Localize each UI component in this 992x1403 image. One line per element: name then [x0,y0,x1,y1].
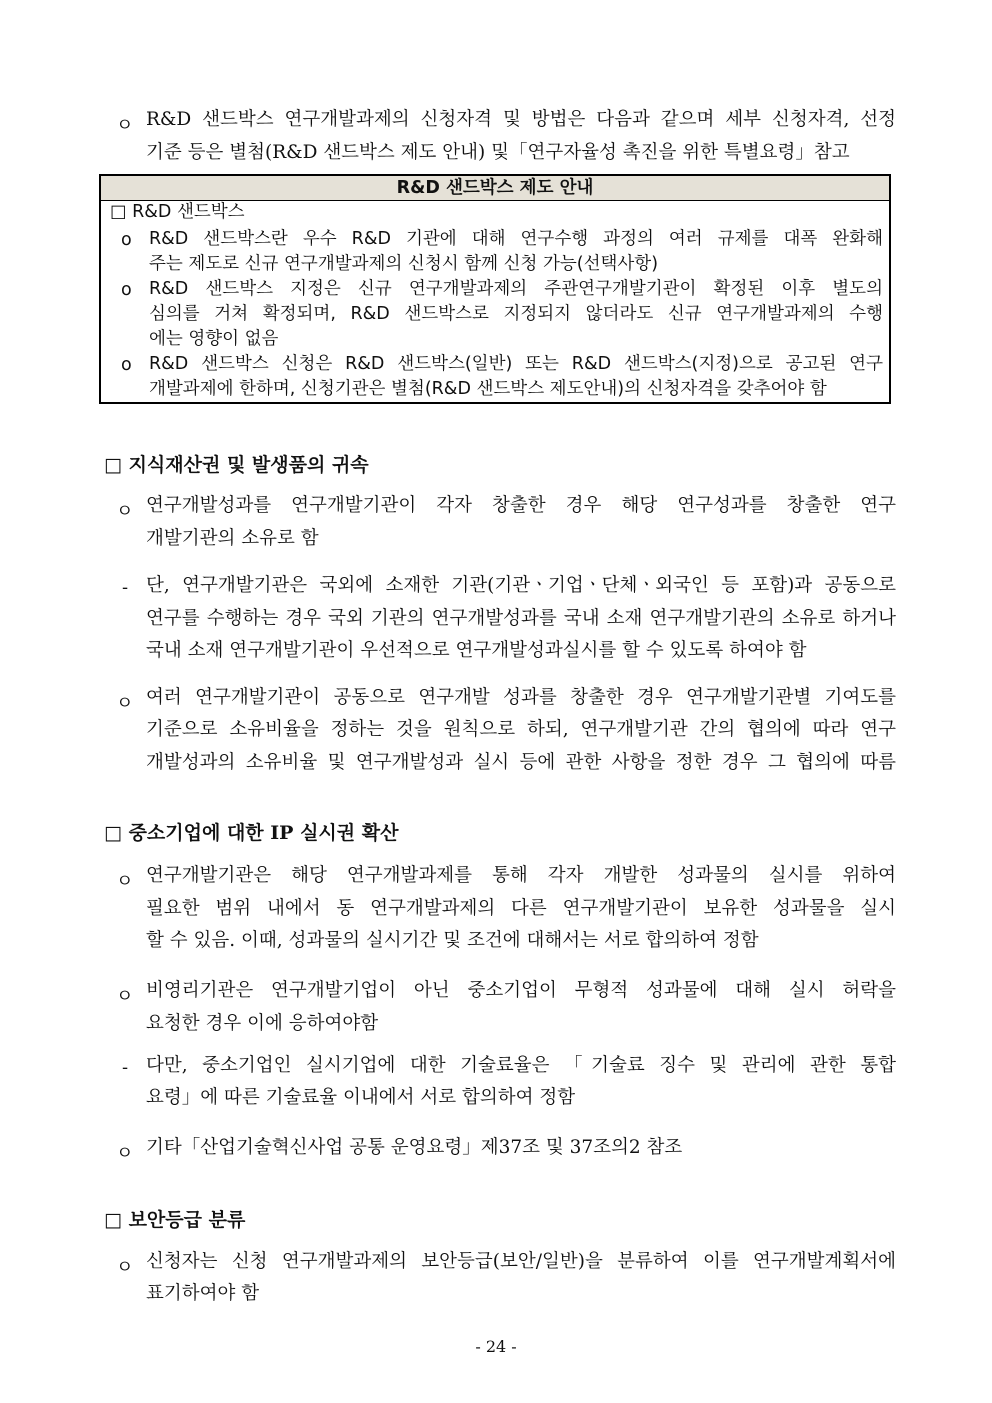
section-title: □ 지식재산권 및 발생품의 귀속 [104,454,369,476]
paragraph-line: 연구개발성과를 연구개발기관이 각자 창출한 경우 해당 연구성과를 창출한 연구 [146,495,896,516]
paragraph-line: 다만, 중소기업인 실시기업에 대한 기술료율은 「기술료 징수 및 관리에 관한 통합 [146,1055,896,1076]
paragraph-line: 개발기관의 소유로 함 [146,528,319,549]
paragraph-line: 요령」에 따른 기술료율 이내에서 서로 합의하여 정함 [146,1087,576,1108]
paragraph-line: 할 수 있음. 이때, 성과물의 실시기간 및 조건에 대해서는 서로 합의하여 정함 [146,930,759,951]
paragraph-line: 국내 소재 연구개발기관이 우선적으로 연구개발성과실시를 할 수 있도록 하여야 함 [146,640,807,661]
box-bullet: o [121,280,132,300]
box-item-1-line-1: R&D 샌드박스란 우수 R&D 기관에 대해 연구수행 과정의 여러 규제를 대폭 완화해 [149,229,883,249]
bullet: ㅇ [116,501,134,522]
paragraph-line: 비영리기관은 연구개발기업이 아닌 중소기업이 무형적 성과물에 대해 실시 허락을 [146,980,896,1001]
paragraph-line: 표기하여야 함 [146,1283,260,1304]
bullet: ㅇ [116,1257,134,1278]
page-number: - 24 - [475,1337,517,1356]
rnd-sandbox-info-box [99,174,891,404]
bullet: ㅇ [116,1143,134,1164]
paragraph-line: 요청한 경우 이에 응하여야함 [146,1013,379,1034]
box-heading: □ R&D 샌드박스 [110,202,245,222]
section-title: □ 보안등급 분류 [104,1209,246,1231]
paragraph-line: 신청자는 신청 연구개발과제의 보안등급(보안/일반)을 분류하여 이를 연구개발계획서에 [146,1251,896,1272]
intro-line-1: R&D 샌드박스 연구개발과제의 신청자격 및 방법은 다음과 같으며 세부 신청자격, 선정 [146,109,896,130]
paragraph-line: 개발성과의 소유비율 및 연구개발성과 실시 등에 관한 사항을 정한 경우 그 협의에 따름 [146,752,896,773]
section-title: □ 중소기업에 대한 IP 실시권 확산 [104,822,399,844]
paragraph-line: 기준으로 소유비율을 정하는 것을 원칙으로 하되, 연구개발기관 간의 협의에 따라 연구 [146,719,896,740]
bullet: ㅇ [116,115,134,136]
paragraph-line: 연구개발기관은 해당 연구개발과제를 통해 각자 개발한 성과물의 실시를 위하여 [146,865,896,886]
box-item-1-line-2: 주는 제도로 신규 연구개발과제의 신청시 함께 신청 가능(선택사항) [149,254,659,274]
box-item-3-line-1: R&D 샌드박스 신청은 R&D 샌드박스(일반) 또는 R&D 샌드박스(지정)으로 공고된 연구 [149,354,883,374]
box-bullet: o [121,230,132,250]
box-item-2-line-3: 에는 영향이 없음 [149,329,279,349]
box-title: R&D 샌드박스 제도 안내 [101,176,889,201]
paragraph-line: 단, 연구개발기관은 국외에 소재한 기관(기관ㆍ기업ㆍ단체ㆍ외국인 등 포함)과 공동으로 [146,575,896,596]
paragraph-line: 연구를 수행하는 경우 국외 기관의 연구개발성과를 국내 소재 연구개발기관의 소유로 하거나 [146,608,896,629]
bullet: ㅇ [116,871,134,892]
paragraph-line: 여러 연구개발기관이 공동으로 연구개발 성과를 창출한 경우 연구개발기관별 기여도를 [146,687,896,708]
box-item-2-line-1: R&D 샌드박스 지정은 신규 연구개발과제의 주관연구개발기관이 확정된 이후 별도의 [149,279,883,299]
bullet: ㅇ [116,693,134,714]
box-bullet: o [121,355,132,375]
bullet: ㅇ [116,986,134,1007]
dash-bullet: - [122,577,129,598]
dash-bullet: - [122,1057,129,1078]
paragraph-line: 필요한 범위 내에서 동 연구개발과제의 다른 연구개발기관이 보유한 성과물을 실시 [146,898,896,919]
paragraph-line: 기타「산업기술혁신사업 공통 운영요령」제37조 및 37조의2 참조 [146,1137,683,1158]
box-item-2-line-2: 심의를 거쳐 확정되며, R&D 샌드박스로 지정되지 않더라도 신규 연구개발과제의 수행 [149,304,883,324]
intro-line-2: 기준 등은 별첨(R&D 샌드박스 제도 안내) 및「연구자율성 촉진을 위한 특별요령」참고 [146,142,850,163]
box-item-3-line-2: 개발과제에 한하며, 신청기관은 별첨(R&D 샌드박스 제도안내)의 신청자격을 갖추어야 함 [149,379,827,399]
